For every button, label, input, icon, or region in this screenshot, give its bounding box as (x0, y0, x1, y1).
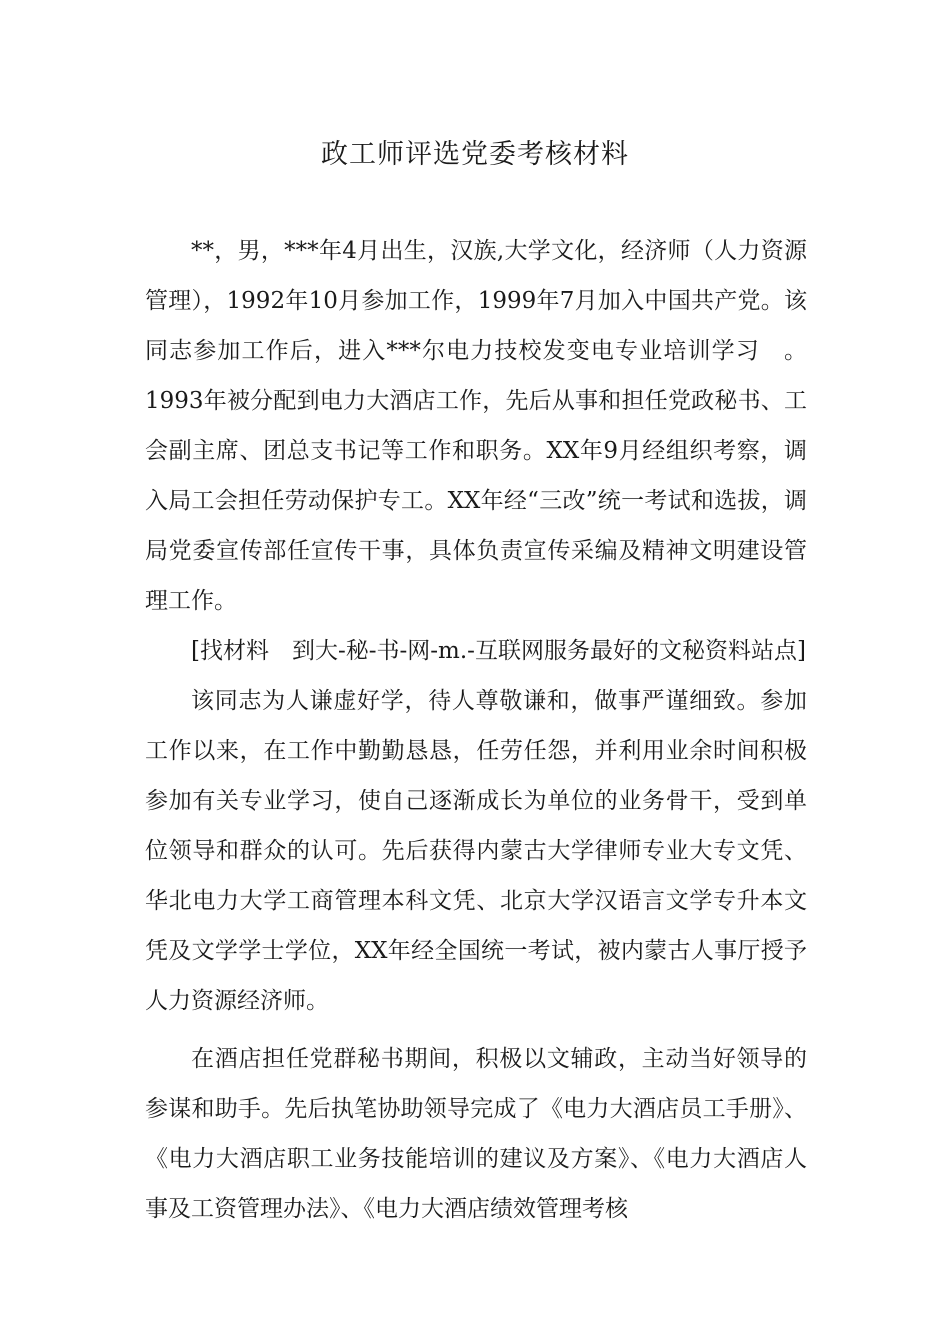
document-body (145, 226, 807, 1234)
paragraph-profile: **，男，***年4月出生，汉族,大学文化，经济师（人力资源管理），1992年10月参加工作，1999年7月加入中国共产党。该同志参加工作后，进入***尔电力技校发变电专业培训学习 。1993年被分配到电力大酒店工作，先后从事和担任党政秘书、工会副主席、团总支书记等工作和职务。XX年9月经组织考察，调入局工会担任劳动保护专工。XX年经“三改”统一考试和选拔，调局党委宣传部任宣传干事，具体负责宣传采编及精神文明建设管理工作。 (145, 238, 807, 614)
document-title: 政工师评选党委考核材料 (321, 139, 629, 170)
paragraph-site-note: [找材料 到大-秘-书-网-m.-互联网服务最好的文秘资料站点] (191, 638, 806, 664)
paragraph-secretary-work: 在酒店担任党群秘书期间，积极以文辅政，主动当好领导的参谋和助手。先后执笔协助领导完成了《电力大酒店员工手册》、《电力大酒店职工业务技能培训的建议及方案》、《电力大酒店人事及工资管理办法》、《电力大酒店绩效管理考核 (145, 1046, 807, 1222)
paragraph-character: 该同志为人谦虚好学，待人尊敬谦和，做事严谨细致。参加工作以来，在工作中勤勤恳恳，任劳任怨，并利用业余时间积极参加有关专业学习，使自己逐渐成长为单位的业务骨干，受到单位领导和群众的认可。先后获得内蒙古大学律师专业大专文凭、华北电力大学工商管理本科文凭、北京大学汉语言文学专升本文凭及文学学士学位，XX年经全国统一考试，被内蒙古人事厅授予人力资源经济师。 (145, 688, 807, 1014)
